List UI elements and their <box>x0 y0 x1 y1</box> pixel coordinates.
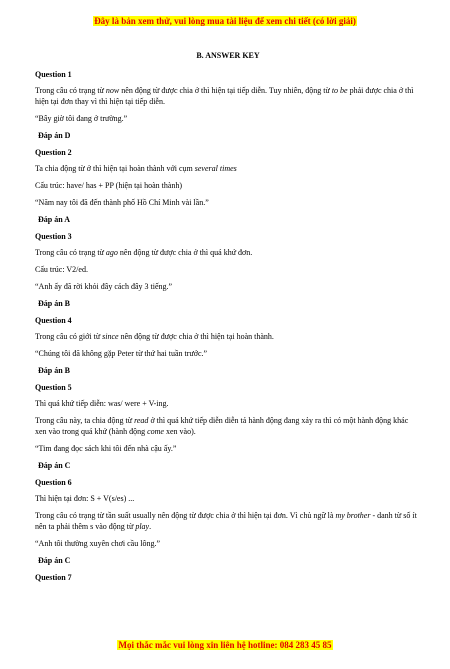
hotline-banner-text: Mọi thắc mắc vui lòng xin liên hệ hotline: 084 283 45 85 <box>118 640 332 650</box>
explanation-paragraph: “Anh ấy đã rời khỏi đây cách đây 3 tiếng.” <box>35 282 173 291</box>
hotline-banner <box>0 640 450 650</box>
explanation-paragraph: Thì hiện tại đơn: S + V(s/es) ... <box>35 494 135 503</box>
preview-banner <box>0 16 450 26</box>
explanation-paragraph: Thì quá khứ tiếp diễn: was/ were + V-ing. <box>35 399 169 408</box>
answer-text: Đáp án C <box>38 556 71 565</box>
explanation-paragraph: Trong câu có giới từ since nên động từ được chia ở thì hiện tại hoàn thành. <box>35 332 274 341</box>
answer-text: Đáp án B <box>38 366 71 375</box>
italic-term: read <box>134 416 149 425</box>
answer-line <box>35 298 421 309</box>
explanation-paragraph: Cấu trúc: have/ has + PP (hiện tại hoàn thành) <box>35 181 183 190</box>
italic-term: come <box>147 427 164 436</box>
answer-text: Đáp án B <box>38 299 71 308</box>
italic-term: now <box>105 86 120 95</box>
explanation-paragraph: Trong câu có trạng từ now nên động từ được chia ở thì hiện tại tiếp diễn. Tuy nhiên, động từ to be phải được chia ở thì hiện tại đơn thay vì thì hiện tại tiếp diễn. <box>35 86 414 106</box>
question-title: Question 6 <box>35 478 72 487</box>
italic-term: to be <box>331 86 348 95</box>
italic-term: my brother <box>335 511 371 520</box>
explanation-paragraph: “Bây giờ tôi đang ở trường.” <box>35 114 128 123</box>
question-title: Question 4 <box>35 316 72 325</box>
answer-text: Đáp án D <box>38 131 71 140</box>
section-title: B. ANSWER KEY <box>196 51 260 60</box>
explanation-paragraph: Trong câu này, ta chia động từ read ở thì quá khứ tiếp diễn diễn tả hành động đang xảy ra thì có một hành động khác xen vào trong quá khứ (hành động come xen vào). <box>35 416 409 436</box>
explanation-paragraph: Cấu trúc: V2/ed. <box>35 265 88 274</box>
explanation-paragraph: “Năm nay tôi đã đến thành phố Hồ Chí Minh vài lần.” <box>35 198 209 207</box>
explanation-paragraph: Ta chia động từ ở thì hiện tại hoàn thành với cụm several times <box>35 164 237 173</box>
question-title: Question 3 <box>35 232 72 241</box>
explanation-paragraph: “Anh tôi thường xuyên chơi cầu lông.” <box>35 539 160 548</box>
question-title: Question 1 <box>35 70 72 79</box>
question-title: Question 5 <box>35 383 72 392</box>
preview-banner-text: Đây là bản xem thử, vui lòng mua tài liệu để xem chi tiết (có lời giải) <box>94 16 356 26</box>
question-title: Question 2 <box>35 148 72 157</box>
italic-term: ago <box>105 248 118 257</box>
italic-term: several times <box>194 164 237 173</box>
answer-line <box>35 130 421 141</box>
answer-key-content <box>35 50 421 588</box>
answer-text: Đáp án C <box>38 461 71 470</box>
answer-line <box>35 214 421 225</box>
italic-term: since <box>102 332 119 341</box>
italic-term: play <box>135 522 150 531</box>
explanation-paragraph: “Chúng tôi đã không gặp Peter từ thứ hai tuần trước.” <box>35 349 208 358</box>
explanation-paragraph: Trong câu có trạng từ tần suất usually nên động từ được chia ở thì hiện tại đơn. Vì chủ ngữ là my brother - danh từ số ít nên ta phải thêm s vào động từ play. <box>35 511 417 531</box>
explanation-paragraph: Trong câu có trạng từ ago nên động từ được chia ở thì quá khứ đơn. <box>35 248 253 257</box>
question-title: Question 7 <box>35 573 72 582</box>
answer-line <box>35 555 421 566</box>
answer-line <box>35 365 421 376</box>
answer-text: Đáp án A <box>38 215 71 224</box>
answer-line <box>35 460 421 471</box>
explanation-paragraph: “Tim đang đọc sách khi tôi đến nhà cậu ấy.” <box>35 444 177 453</box>
question-list <box>35 69 421 583</box>
